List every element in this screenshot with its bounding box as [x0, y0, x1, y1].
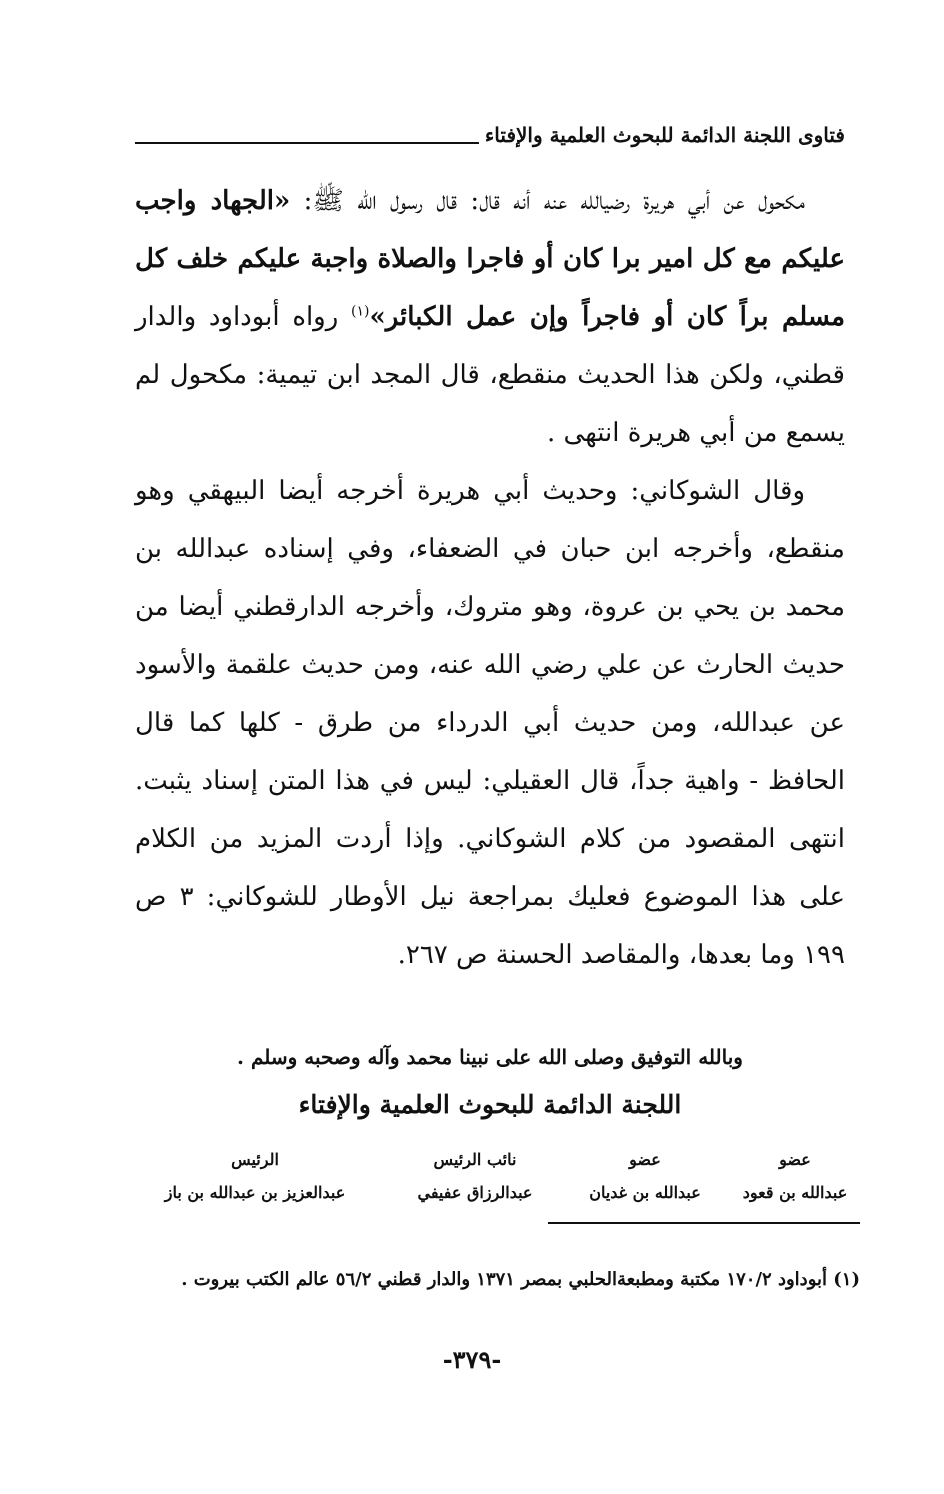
paragraph-1 — [135, 172, 845, 462]
footnote-separator — [548, 1222, 860, 1224]
header-title: فتاوى اللجنة الدائمة للبحوث العلمية والإفتاء — [484, 123, 845, 147]
signer-name: عبدالرزاق عفيفي — [417, 1183, 533, 1202]
signer-president — [135, 1150, 375, 1202]
footnote: (١) أبوداود ١٧٠/٢ مكتبة ومطبعةالحلبي بمصر ١٣٧١ والدار قطني ٥٦/٢ عالم الكتب بيروت . — [181, 1269, 860, 1290]
paragraph-1-rest: رواه أبوداود والدار قطني، ولكن هذا الحديث منقطع، قال المجد ابن تيمية: مكحول لم يسمع من أبي هريرة انتهى . — [135, 302, 845, 448]
signer-member-1 — [730, 1150, 860, 1202]
signer-name: عبدالله بن غديان — [589, 1183, 701, 1202]
signer-member-2 — [575, 1150, 715, 1202]
signer-name: عبدالله بن قعود — [742, 1183, 848, 1202]
running-header — [135, 110, 845, 150]
signer-role: عضو — [629, 1150, 661, 1169]
closing-line: وبالله التوفيق وصلى الله على نبينا محمد وآله وصحبه وسلم . — [237, 1045, 743, 1069]
header-rule — [135, 142, 479, 144]
signatories — [135, 1150, 860, 1202]
signer-role: نائب الرئيس — [433, 1150, 517, 1169]
signer-name: عبدالعزيز بن عبدالله بن باز — [164, 1183, 346, 1202]
paragraph-2: وقال الشوكاني: وحديث أبي هريرة أخرجه أيضا البيهقي وهو منقطع، وأخرجه ابن حبان في الضعفاء، وفي إسناده عبدالله بن محمد بن يحي بن عروة، وهو متروك، وأخرجه الدارقطني أيضا من حديث الحارث عن علي رضي الله عنه، ومن حديث علقمة والأسود عن عبدالله، ومن حديث أبي الدرداء من طرق - كلها كما قال الحافظ - واهية جداً، قال العقيلي: ليس في هذا المتن إسناد يثبت. انتهى المقصود من كلام الشوكاني. وإذا أردت المزيد من الكلام على هذا الموضوع فعليك بمراجعة نيل الأوطار للشوكاني: ٣ ص ١٩٩ وما بعدها، والمقاصد الحسنة ص ٢٦٧. — [135, 476, 846, 970]
signer-role: عضو — [779, 1150, 811, 1169]
committee-name: اللجنة الدائمة للبحوث العلمية والإفتاء — [298, 1090, 682, 1119]
hadith-quote: «الجهاد واجب عليكم مع كل امير برا كان أو فاجرا والصلاة واجبة عليكم خلف كل مسلم براً كان أو فاجراً وإن عمل الكبائر» — [135, 186, 845, 332]
signer-vice-president — [390, 1150, 560, 1202]
paragraph-1-intro: مكحول عن أبي هريرة رضيالله عنه أنه قال: قال رسول الله ﷺ: — [290, 186, 805, 216]
footnote-marker: (١) — [350, 303, 370, 320]
page-number: -٣٧٩- — [442, 1345, 502, 1374]
signer-role: الرئيس — [231, 1150, 279, 1169]
body-text — [135, 172, 845, 984]
